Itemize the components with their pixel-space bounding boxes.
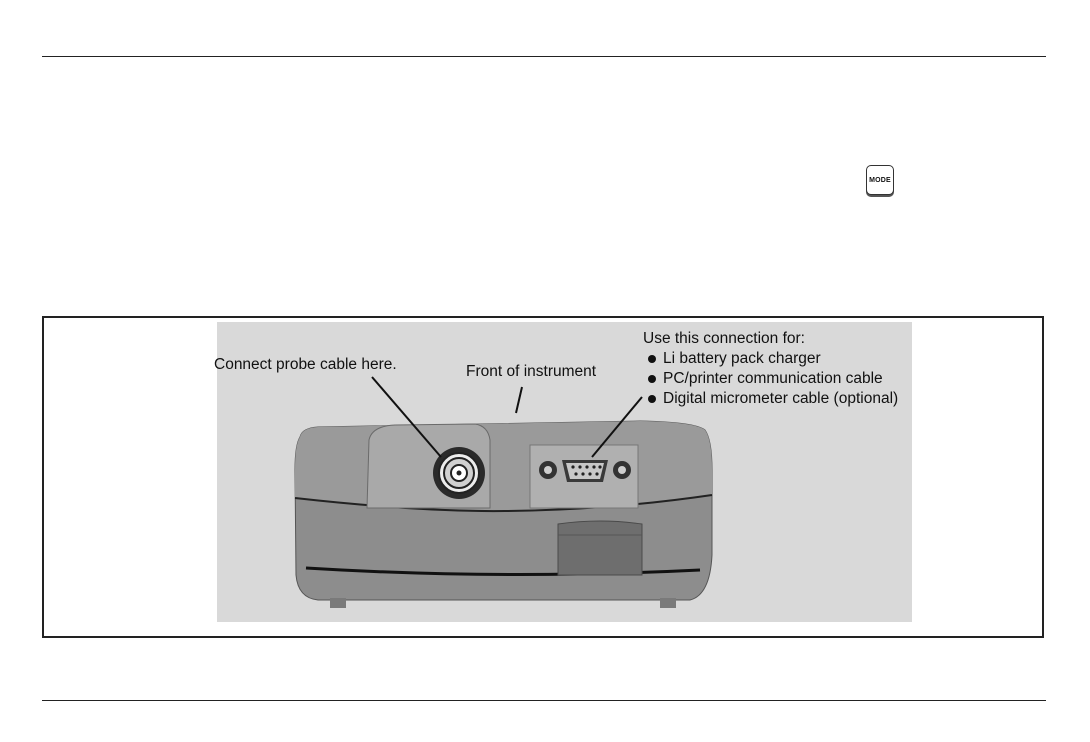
bullet-icon — [648, 355, 656, 363]
bullet-icon — [648, 375, 656, 383]
connection-heading: Use this connection for: — [643, 330, 805, 347]
footer-rule — [42, 700, 1046, 701]
bullet-icon — [648, 395, 656, 403]
probe-cable-label: Connect probe cable here. — [214, 356, 397, 373]
probe-connector — [433, 447, 485, 499]
list-item: PC/printer communication cable — [643, 369, 898, 389]
list-item: Li battery pack charger — [643, 349, 898, 369]
lower-slot — [558, 521, 642, 575]
instrument-foot-right — [660, 598, 676, 608]
instrument-foot-left — [330, 598, 346, 608]
instrument-top-panel — [295, 421, 712, 510]
list-item: Digital micrometer cable (optional) — [643, 389, 898, 409]
front-leader-line — [516, 387, 522, 413]
mode-key-label: MODE — [869, 176, 891, 184]
connection-uses-list — [643, 329, 898, 409]
front-of-instrument-label: Front of instrument — [466, 363, 597, 380]
